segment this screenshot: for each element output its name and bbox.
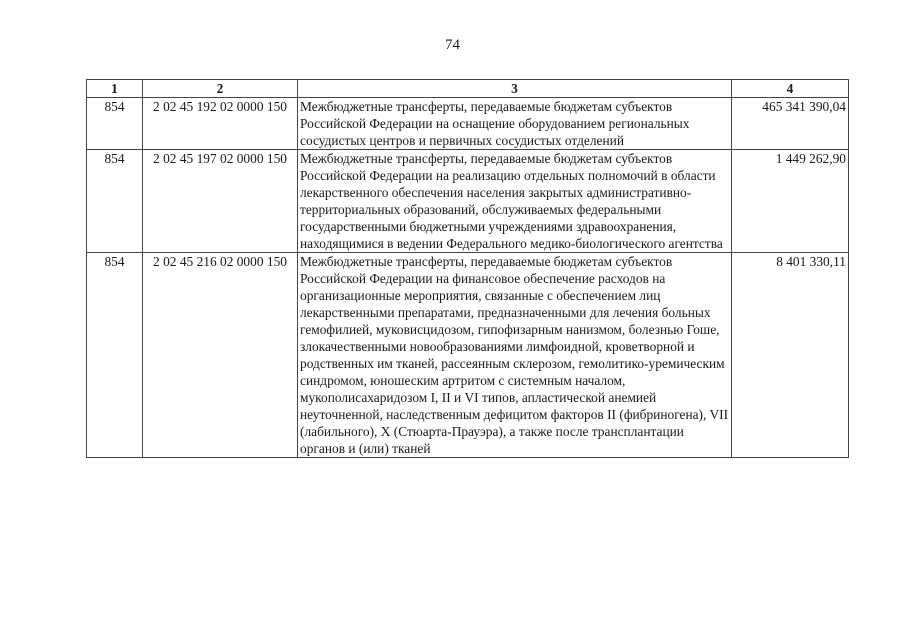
budget-code-cell: 2 02 45 192 02 0000 150: [143, 98, 298, 150]
budget-code-cell: 2 02 45 197 02 0000 150: [143, 150, 298, 253]
header-col-3: 3: [298, 80, 732, 98]
header-col-1: 1: [87, 80, 143, 98]
page-number: 74: [445, 37, 460, 53]
header-col-4: 4: [732, 80, 849, 98]
admin-code-cell: 854: [87, 98, 143, 150]
amount-cell: 8 401 330,11: [732, 253, 849, 458]
header-col-2: 2: [143, 80, 298, 98]
description-cell: Межбюджетные трансферты, передаваемые бюджетам субъектов Российской Федерации на реализацию отдельных полномочий в области лекарственного обеспечения населения закрытых административно-территориальных образований, обслуживаемых федеральными государственными бюджетными учреждениями здравоохранения, находящимися в ведении Федерального медико-биологического агентства: [298, 150, 732, 253]
table-row: [87, 150, 849, 253]
table-header-row: [87, 80, 849, 98]
budget-table: [86, 79, 849, 458]
description-cell: Межбюджетные трансферты, передаваемые бюджетам субъектов Российской Федерации на финансовое обеспечение расходов на организационные мероприятия, связанные с обеспечением лиц лекарственными препаратами, предназначенными для лечения больных гемофилией, муковисцидозом, гипофизарным нанизмом, болезнью Гоше, злокачественными новообразованиями лимфоидной, кроветворной и родственных им тканей, рассеянным склерозом, гемолитико-уремическим синдромом, юношеским артритом с системным началом, мукополисахаридозом I, II и VI типов, апластической анемией неуточненной, наследственным дефицитом факторов II (фибриногена), VII (лабильного), X (Стюарта-Прауэра), а также после трансплантации органов и (или) тканей: [298, 253, 732, 458]
admin-code-cell: 854: [87, 253, 143, 458]
description-cell: Межбюджетные трансферты, передаваемые бюджетам субъектов Российской Федерации на оснащение оборудованием региональных сосудистых центров и первичных сосудистых отделений: [298, 98, 732, 150]
budget-code-cell: 2 02 45 216 02 0000 150: [143, 253, 298, 458]
amount-cell: 465 341 390,04: [732, 98, 849, 150]
table-row: [87, 98, 849, 150]
table-row: [87, 253, 849, 458]
amount-cell: 1 449 262,90: [732, 150, 849, 253]
admin-code-cell: 854: [87, 150, 143, 253]
